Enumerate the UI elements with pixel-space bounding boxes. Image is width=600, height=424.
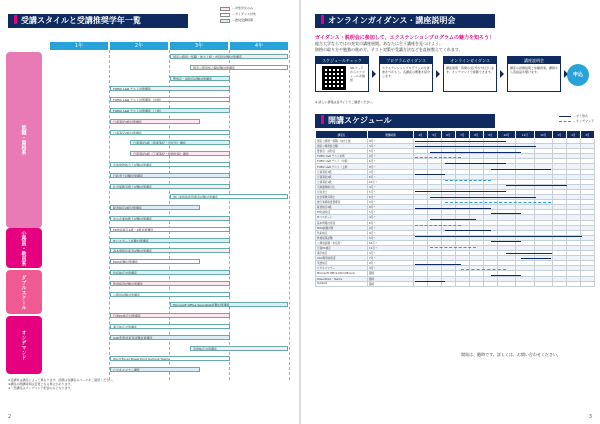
schedule-period-line bbox=[445, 180, 491, 181]
schedule-date: 6月〜 bbox=[368, 195, 414, 200]
course-bar: 日商簿記3級対策講座 bbox=[110, 119, 200, 124]
month-cell bbox=[427, 281, 441, 286]
schedule-date: 4月〜 bbox=[368, 215, 414, 220]
course-bar: CAD利用技術者試験対策講座 bbox=[110, 335, 230, 340]
schedule-period-line bbox=[491, 275, 521, 276]
month-cell bbox=[441, 281, 455, 286]
title-accent-mark bbox=[321, 15, 324, 24]
course-bar: 国家公務員総合職試験対策講座 bbox=[190, 65, 288, 70]
month-header: 2月 bbox=[566, 131, 580, 139]
schedule-period-line bbox=[445, 202, 551, 203]
flow-step-body: 講座の詳細説明と体験授業。講師から直接話を聞けます。 bbox=[510, 66, 559, 74]
schedule-date: 4月〜 bbox=[368, 154, 414, 159]
schedule-date: 4月〜 bbox=[368, 225, 414, 230]
month-cell bbox=[534, 281, 552, 286]
sub-text-1: 総合大学ならではの充実の講座展開。あなたに合う講座を見つけよう。 bbox=[315, 41, 443, 46]
schedule-date: 7月〜 bbox=[368, 256, 414, 261]
month-cell bbox=[497, 281, 515, 286]
schedule-period-line bbox=[415, 225, 461, 226]
flow-step-body: 講座説明・質問の受け付けを行います。オンデマンドで視聴できます。 bbox=[446, 66, 495, 74]
legend-label: …推奨受講時期 bbox=[232, 18, 254, 22]
schedule-period-line bbox=[491, 169, 552, 170]
year-gridline bbox=[289, 50, 290, 380]
schedule-course-name: FP技能検定 bbox=[316, 210, 368, 215]
legend-line-label: …ゼミ形式 bbox=[572, 114, 588, 118]
title-accent-mark bbox=[14, 15, 17, 24]
schedule-course-name: 宅地建物取引士 bbox=[316, 184, 368, 189]
month-cell bbox=[455, 281, 469, 286]
year-header: 1年 bbox=[50, 42, 108, 50]
flow-step-title: プログラムガイダンス bbox=[380, 57, 432, 64]
course-bar: 公務員試験対策講座 bbox=[110, 292, 230, 297]
schedule-date: 9月〜 bbox=[368, 164, 414, 169]
arrow-right-icon bbox=[436, 70, 440, 78]
flow-step-title: スケジュールチェック bbox=[316, 57, 368, 64]
lead-text: ガイダンス・説明会に参加して、エクステンションプログラムの魅力を知ろう！ bbox=[315, 35, 494, 41]
schedule-legend bbox=[559, 114, 594, 124]
course-bar: 日商PC検定対策講座 bbox=[110, 313, 230, 318]
legend-swatch bbox=[220, 19, 230, 23]
course-bar: Word Excel PowerPoint Outlook Teams bbox=[110, 356, 230, 361]
schedule-date: 10月〜 bbox=[368, 179, 414, 184]
schedule-period-line bbox=[415, 191, 506, 192]
course-bar: 日商簿記1級（工業簿記・原価計算）講座 bbox=[130, 151, 230, 156]
solid-line-icon bbox=[559, 116, 571, 117]
month-header: 9月 bbox=[483, 131, 497, 139]
schedule-date: 4月〜 bbox=[368, 169, 414, 174]
schedule-course-name: TOEIC L&R テスト対策 bbox=[316, 154, 368, 159]
schedule-course-name: MOS試験対策 bbox=[316, 225, 368, 230]
schedule-course-name: 日商簿記2級 bbox=[316, 174, 368, 179]
right-section-title bbox=[315, 14, 495, 28]
course-bar: 漢字検定対策講座 bbox=[110, 324, 230, 329]
month-cell bbox=[469, 281, 483, 286]
schedule-course-name: 色彩検定 bbox=[316, 230, 368, 235]
schedule-course-name: 国家公務員総合職 bbox=[316, 144, 368, 149]
schedule-course-name: 漢字検定 bbox=[316, 251, 368, 256]
legend-dash-label: …オンデマンド bbox=[572, 119, 594, 123]
course-bar: 日商簿記1級（商業簿記・会計学）講座 bbox=[130, 140, 230, 145]
year-header: 2年 bbox=[110, 42, 168, 50]
footnote-line: ※一部講座はオンデマンド配信のみとなります。 bbox=[8, 386, 74, 390]
flow-step-body: QRコードからスケジュールを確認 bbox=[350, 66, 365, 82]
course-bar: 旅行業務取扱管理者試験対策講座 bbox=[170, 194, 288, 199]
schedule-period-line bbox=[430, 219, 476, 220]
month-header: 6月 bbox=[441, 131, 455, 139]
footnote-line: ※講座の開講時期は変更となる場合があります。 bbox=[8, 382, 74, 386]
schedule-period-line bbox=[430, 247, 476, 248]
month-cell bbox=[483, 281, 497, 286]
flow-note: ※ 詳しい情報は各サイトでご確認ください。 bbox=[315, 100, 376, 104]
month-header: 5月 bbox=[427, 131, 441, 139]
col-course-header: 講座名 bbox=[316, 131, 368, 139]
schedule-course-name: 英語検定 bbox=[316, 261, 368, 266]
course-bar: 国家公務員一般職・地方上級・市役所試験対策講座 bbox=[170, 54, 288, 59]
schedule-course-name: 警察官・消防官 bbox=[316, 149, 368, 154]
qr-code-icon[interactable] bbox=[322, 66, 346, 90]
schedule-course-name: 社会保険労務士 bbox=[316, 195, 368, 200]
schedule-course-name: 日商PC検定 bbox=[316, 245, 368, 250]
course-bar: FP技能検定2級・3級対策講座 bbox=[110, 227, 230, 232]
schedule-date: 6月〜 bbox=[368, 159, 414, 164]
schedule-course-name: 日商簿記3級 bbox=[316, 169, 368, 174]
schedule-date: 4月〜 bbox=[368, 184, 414, 189]
month-header: 1月 bbox=[552, 131, 566, 139]
schedule-period-line bbox=[415, 174, 445, 175]
schedule-course-name: 行政書士 bbox=[316, 189, 368, 194]
schedule-period-line bbox=[415, 208, 491, 209]
month-header: 8月 bbox=[469, 131, 483, 139]
legend-item bbox=[220, 6, 294, 11]
schedule-period-line bbox=[415, 264, 461, 265]
course-bar: 基本情報技術者試験対策講座 bbox=[110, 248, 230, 253]
schedule-date: 随時 bbox=[368, 281, 414, 286]
course-bar: ITパスポート試験対策講座 bbox=[110, 238, 230, 243]
schedule-row bbox=[316, 281, 595, 286]
schedule-course-name: 日商簿記1級 bbox=[316, 179, 368, 184]
course-bar: 行政書士試験対策講座 bbox=[110, 173, 230, 178]
category-label: ダブルスクール bbox=[6, 270, 42, 314]
legend-swatch bbox=[220, 13, 230, 17]
col-date-header: 開講時期 bbox=[368, 131, 414, 139]
schedule-date: 9月〜 bbox=[368, 261, 414, 266]
month-header: 4月 bbox=[414, 131, 428, 139]
schedule-date: 5月〜 bbox=[368, 149, 414, 154]
category-label: オンデマンド bbox=[6, 316, 42, 374]
course-bar: MOS試験対策講座 bbox=[110, 259, 200, 264]
schedule-course-name: CAD利用技術者 bbox=[316, 256, 368, 261]
schedule-date: 9月〜 bbox=[368, 230, 414, 235]
course-bar: 宅地建物取引士試験対策講座 bbox=[110, 162, 230, 167]
flow-step-title: オンラインガイダンス bbox=[444, 57, 496, 64]
year-header: 3年 bbox=[170, 42, 228, 50]
legend-item bbox=[220, 12, 294, 17]
category-label: 公務員・教員系 bbox=[6, 228, 42, 268]
left-section-title bbox=[8, 14, 188, 28]
schedule-section-title bbox=[315, 114, 495, 128]
schedule-period-line bbox=[491, 213, 521, 214]
footnote-line: ※受講料は講座によって異なります。詳細は各講座のページをご確認ください。 bbox=[8, 378, 116, 382]
title-accent-mark bbox=[321, 115, 324, 124]
month-cell bbox=[516, 281, 534, 286]
month-header: 11月 bbox=[516, 131, 534, 139]
month-cell bbox=[414, 281, 428, 286]
schedule-date: 5月〜 bbox=[368, 235, 414, 240]
course-bar: TOEIC L&R テスト対策講座（上級） bbox=[110, 108, 230, 113]
schedule-date: 10月〜 bbox=[368, 240, 414, 245]
schedule-date: 6月〜 bbox=[368, 220, 414, 225]
schedule-date: 9月〜 bbox=[368, 205, 414, 210]
flow-step bbox=[443, 56, 497, 92]
right-page bbox=[301, 0, 600, 424]
course-bar: 中小企業診断士試験対策講座 bbox=[110, 216, 230, 221]
schedule-title-text: 開講スケジュール bbox=[328, 116, 392, 125]
schedule-date: 4月〜 bbox=[368, 139, 414, 144]
month-header: 7月 bbox=[455, 131, 469, 139]
ondemand-note: 開始は、随時です。詳しくは、お問い合わせください。 bbox=[461, 352, 561, 357]
course-bar: 社会保険労務士試験対策講座 bbox=[110, 184, 230, 189]
schedule-course-name: 秘書検定2級 bbox=[316, 205, 368, 210]
schedule-period-line bbox=[506, 185, 567, 186]
sub-text-2: 資格の取り方や勉強の進め方、テスト対策や受講方法などを直接教えてくれます。 bbox=[315, 47, 463, 52]
left-page-number: 2 bbox=[8, 414, 12, 420]
schedule-period-line bbox=[430, 152, 521, 153]
course-bar: 教員採用試験対策講座 bbox=[110, 281, 230, 286]
right-page-number: 3 bbox=[588, 414, 592, 420]
legend-swatch bbox=[220, 7, 230, 11]
schedule-date: 4月〜 bbox=[368, 144, 414, 149]
course-bar: 日商簿記2級対策講座 bbox=[110, 130, 230, 135]
arrow-right-icon bbox=[372, 70, 376, 78]
schedule-course-name: Microsoft Office (Word/Excel) bbox=[316, 271, 368, 276]
legend-label: …対象学生のみ bbox=[232, 6, 254, 10]
course-bar: 警察官・消防官試験対策講座 bbox=[170, 76, 230, 81]
month-header: 3月 bbox=[580, 131, 594, 139]
apply-button[interactable]: 申込 bbox=[567, 64, 589, 86]
schedule-course-name: TOEIC L&R テスト（上級） bbox=[316, 164, 368, 169]
arrow-right-icon bbox=[500, 70, 504, 78]
month-header: 12月 bbox=[534, 131, 552, 139]
schedule-date: 4月〜 bbox=[368, 251, 414, 256]
dashed-line-icon bbox=[559, 121, 571, 122]
schedule-period-line bbox=[415, 281, 445, 282]
schedule-date: 随時 bbox=[368, 271, 414, 276]
legend-item bbox=[220, 18, 294, 23]
legend bbox=[220, 6, 294, 24]
category-label: 就職・資格系 bbox=[6, 52, 42, 228]
schedule-header-row bbox=[316, 131, 595, 139]
course-bar: 秘書検定2級対策講座 bbox=[110, 205, 200, 210]
flow-step-title: 講座説明会 bbox=[508, 57, 560, 64]
schedule-date: 11月〜 bbox=[368, 245, 414, 250]
schedule-course-name: ビジネスマナー bbox=[316, 266, 368, 271]
schedule-period-line bbox=[445, 163, 506, 164]
schedule-period-line bbox=[415, 236, 582, 237]
schedule-period-line bbox=[415, 157, 461, 158]
schedule-course-name: TOEIC L&R テスト（中級） bbox=[316, 159, 368, 164]
schedule-course-name: 国家公務員一般職・地方上級 bbox=[316, 139, 368, 144]
month-cell bbox=[566, 281, 580, 286]
schedule-period-line bbox=[415, 141, 506, 142]
schedule-period-line bbox=[415, 146, 536, 147]
schedule-course-name: 旅行業務取扱管理者 bbox=[316, 200, 368, 205]
year-header: 4年 bbox=[230, 42, 288, 50]
schedule-course-name: 教員採用試験 bbox=[316, 235, 368, 240]
course-bar: TOEIC L&R テスト対策講座 bbox=[110, 86, 230, 91]
schedule-date: 4月〜 bbox=[368, 200, 414, 205]
course-bar: Microsoft Office Specialist試験対策講座 bbox=[170, 302, 288, 307]
schedule-course-name: ITパスポート bbox=[316, 215, 368, 220]
schedule-date: 5月〜 bbox=[368, 210, 414, 215]
left-page bbox=[0, 0, 299, 424]
schedule-date: 6月〜 bbox=[368, 174, 414, 179]
schedule-period-line bbox=[461, 269, 507, 270]
flow-step bbox=[507, 56, 561, 92]
schedule-period-line bbox=[445, 230, 491, 231]
course-bar: ビジネスマナー講座 bbox=[110, 367, 200, 372]
legend-label: …ガイダンス対象 bbox=[232, 12, 256, 16]
schedule-period-line bbox=[521, 258, 551, 259]
schedule-course-name: 基本情報技術者 bbox=[316, 220, 368, 225]
right-title-text: オンラインガイダンス・講座説明会 bbox=[328, 16, 456, 25]
course-bar: 色彩検定対策講座 bbox=[110, 270, 230, 275]
flow-step-body: エクステンションプログラムの全体像をつかもう。各講座の概要を紹介します。 bbox=[382, 66, 431, 78]
schedule-date: 4月〜 bbox=[368, 266, 414, 271]
left-title-text: 受講スタイルと受講推奨学年一覧 bbox=[21, 16, 141, 25]
schedule-course-name: Outlook bbox=[316, 281, 368, 286]
schedule-date: 5月〜 bbox=[368, 189, 414, 194]
month-cell bbox=[580, 281, 594, 286]
schedule-period-line bbox=[491, 241, 521, 242]
schedule-course-name: 公務員試験（市役所） bbox=[316, 240, 368, 245]
left-footnotes bbox=[8, 378, 288, 390]
course-bar: TOEIC L&R テスト対策講座（中級） bbox=[110, 97, 230, 102]
flow-step bbox=[379, 56, 433, 92]
schedule-period-line bbox=[506, 253, 552, 254]
schedule-course-name: PowerPoint・Teams bbox=[316, 276, 368, 281]
schedule-date: 随時 bbox=[368, 276, 414, 281]
month-header: 10月 bbox=[497, 131, 515, 139]
course-bar: 英語検定対策講座 bbox=[190, 346, 288, 351]
schedule-period-line bbox=[430, 197, 536, 198]
month-cell bbox=[552, 281, 566, 286]
